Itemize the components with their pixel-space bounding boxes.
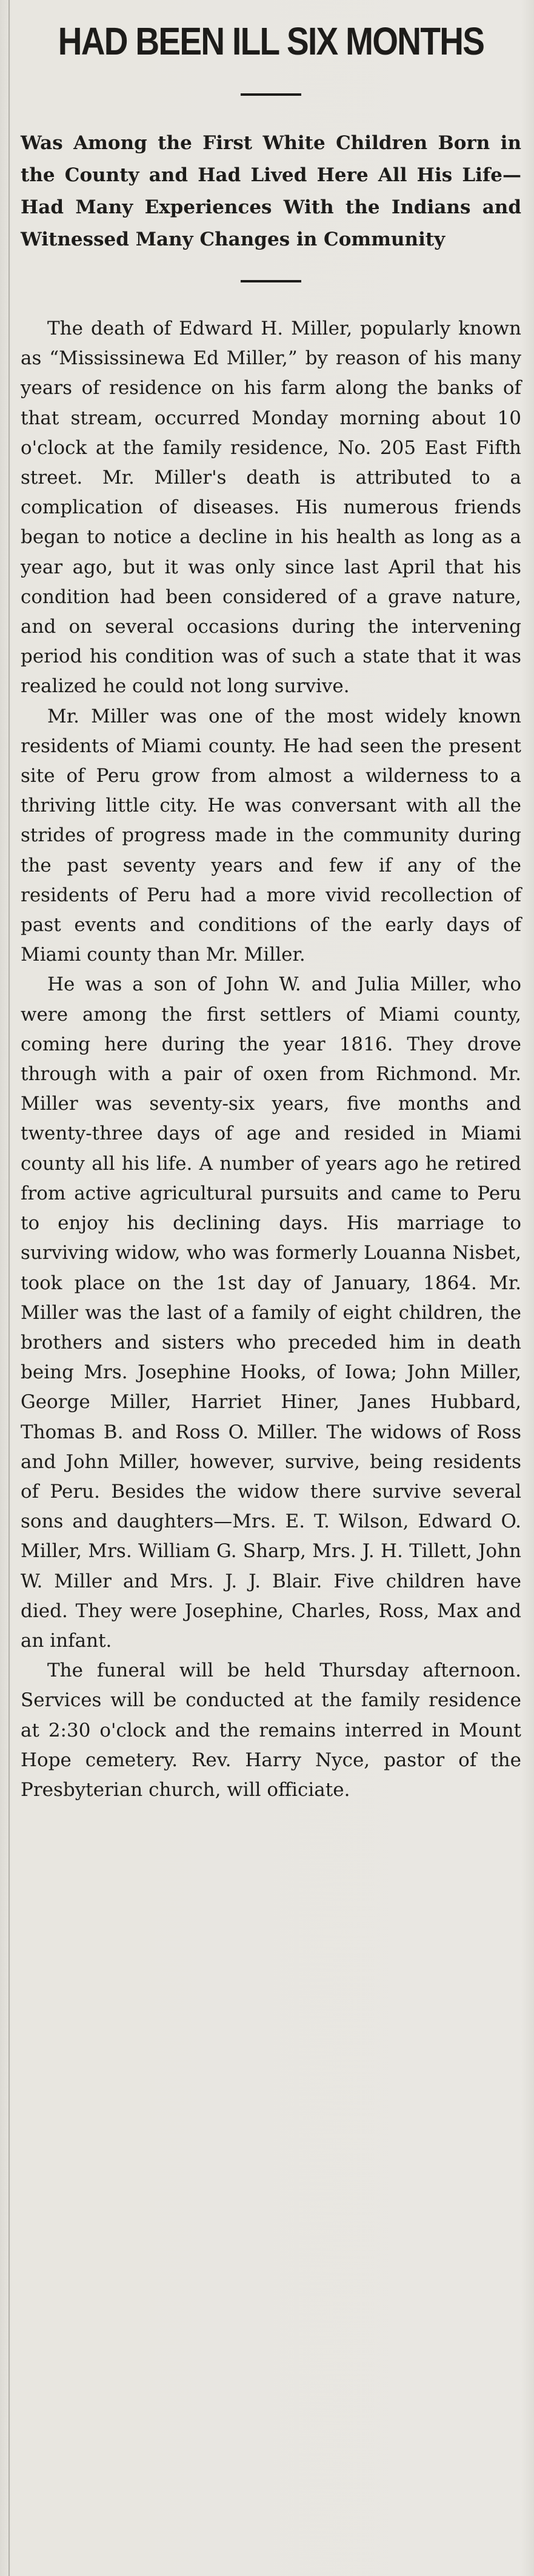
body-paragraph: The death of Edward H. Miller, popularly known as “Mississinewa Ed Miller,” by reason of his many years of residence on his farm along the banks of that stream, occurred Monday morning about 10 o'clock at the family residence, No. 205 East Fifth street. Mr. Miller's death is attributed to a complication of diseases. His numerous friends began to notice a decline in his health as long as a year ago, but it was only since last April that his condition had been considered of a grave nature, and on several occasions during the intervening period his condition was of such a state that it was realized he could not long survive. (21, 318, 521, 698)
obituary-article (21, 17, 521, 1805)
body-paragraph: The funeral will be held Thursday afternoon. Services will be conducted at the family residence at 2:30 o'clock and the remains interred in Mount Hope cemetery. Rev. Harry Nyce, pastor of the Presbyterian church, will officiate. (21, 1660, 521, 1801)
article-body (21, 314, 521, 1805)
article-headline: HAD BEEN ILL SIX MONTHS (58, 19, 484, 63)
body-divider-rule (241, 280, 301, 282)
article-subheadline: Was Among the First White Children Born in the County and Had Lived Here All His Life—Had Many Experiences With the Indians and Witnessed Many Changes in Community (21, 132, 521, 250)
headline-divider-rule (241, 93, 301, 96)
column-divider-line (8, 0, 10, 2576)
body-paragraph: He was a son of John W. and Julia Miller, who were among the first settlers of Miami county, coming here during the year 1816. They drove through with a pair of oxen from Richmond. Mr. Miller was seventy-six years, five months and twenty-three days of age and resided in Miami county all his life. A number of years ago he retired from active agricultural pursuits and came to Peru to enjoy his declining days. His marriage to surviving widow, who was formerly Louanna Nisbet, took place on the 1st day of January, 1864. Mr. Miller was the last of a family of eight children, the brothers and sisters who preceded him in death being Mrs. Josephine Hooks, of Iowa; John Miller, George Miller, Harriet Hiner, Janes Hubbard, Thomas B. and Ross O. Miller. The widows of Ross and John Miller, however, survive, being residents of Peru. Besides the widow there survive several sons and daughters—Mrs. E. T. Wilson, Edward O. Miller, Mrs. William G. Sharp, Mrs. J. H. Tillett, John W. Miller and Mrs. J. J. Blair. Five children have died. They were Josephine, Charles, Ross, Max and an infant. (21, 973, 521, 1652)
body-paragraph: Mr. Miller was one of the most widely known residents of Miami county. He had seen the present site of Peru grow from almost a wilderness to a thriving little city. He was conversant with all the strides of progress made in the community during the past seventy years and few if any of the residents of Peru had a more vivid recollection of past events and conditions of the early days of Miami county than Mr. Miller. (21, 705, 521, 966)
